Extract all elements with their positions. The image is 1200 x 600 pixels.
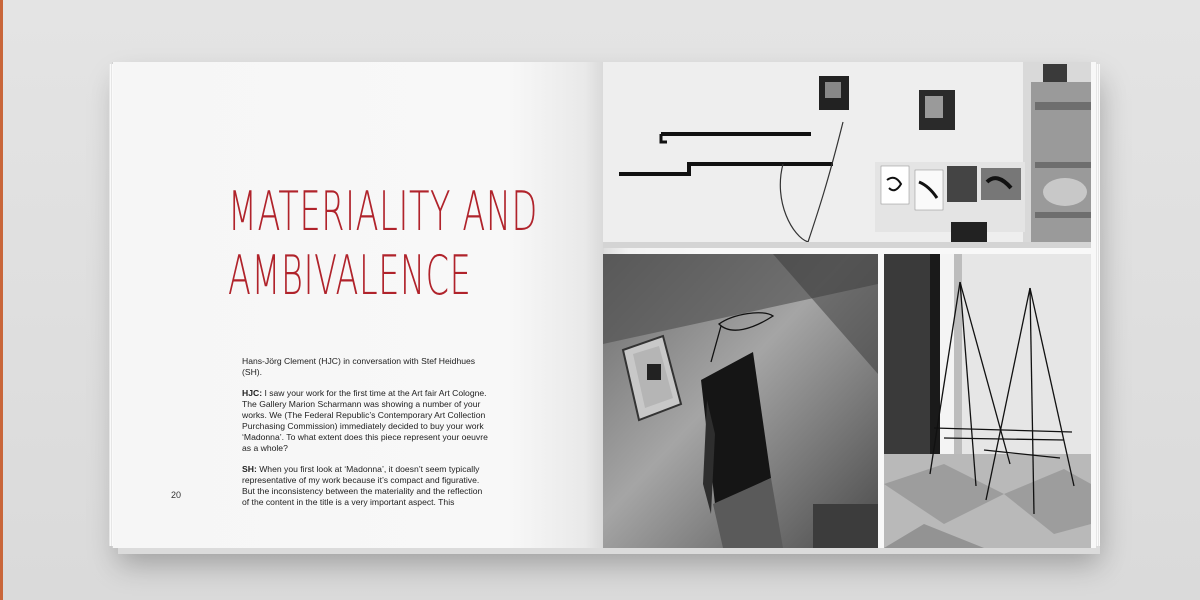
answer-paragraph (242, 464, 490, 508)
answer-text: When you first look at ‘Madonna’, it doesn’t seem typically representative of my work because it’s compact and figurative. But the inconsistency between the materiality and the reflection of the content in the title is a very important aspect. This (242, 464, 483, 507)
weathered-wall-illustration (603, 254, 878, 548)
photo-tripod-sculpture (884, 254, 1091, 548)
photo-studio-wall (603, 62, 1091, 248)
article-body (242, 356, 490, 518)
title-line-1: MATERIALITY AND (228, 180, 538, 243)
question-paragraph (242, 388, 490, 454)
speaker-hjc: HJC: (242, 388, 263, 398)
title-line-2: AMBIVALENCE (228, 244, 472, 307)
background-edge (0, 0, 3, 600)
article-title (228, 180, 538, 308)
speaker-sh: SH: (242, 464, 257, 474)
page-number: 20 (171, 490, 182, 500)
studio-wall-illustration (603, 62, 1091, 248)
tripod-sculpture-illustration (884, 254, 1091, 548)
photo-weathered-wall (603, 254, 878, 548)
intro-paragraph: Hans-Jörg Clement (HJC) in conversation with Stef Heidhues (SH). (242, 356, 476, 377)
question-text: I saw your work for the first time at the Art fair Art Cologne. The Gallery Marion Scharmann was showing a number of your works. We (The Federal Republic’s Contemporary Art Collection Purchasing Commission) immediately decided to buy your work ‘Madonna’. To what extent does this piece represent your oeuvre as a whole? (242, 388, 488, 453)
